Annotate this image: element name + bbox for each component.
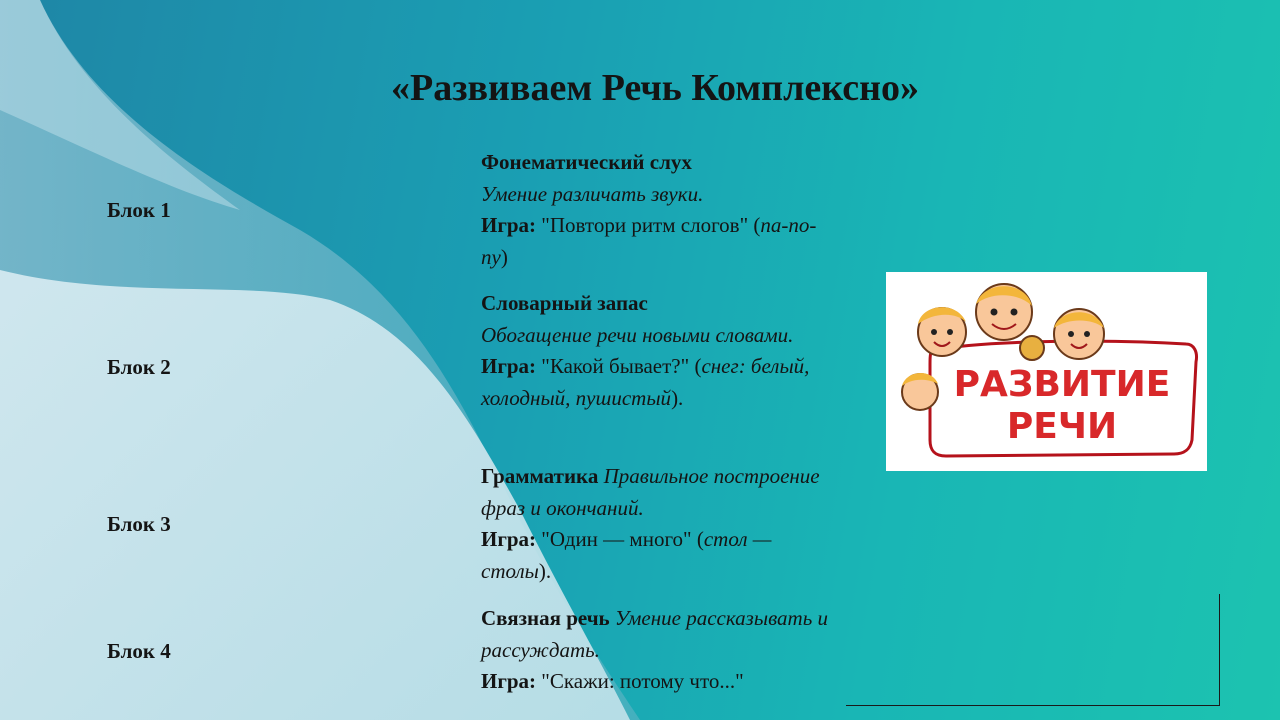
block-2-content	[481, 288, 841, 414]
block-4-heading: Связная речь	[481, 606, 610, 630]
block-3-game-label: Игра:	[481, 527, 537, 551]
frame-line-horizontal	[846, 705, 1220, 706]
block-4-game-label: Игра:	[481, 669, 537, 693]
block-2-heading: Словарный запас	[481, 291, 648, 315]
block-2-description: Обогащение речи новыми словами.	[481, 322, 794, 347]
block-3-example: стол — столы	[481, 527, 772, 583]
block-3-description: Правильное построение фраз и окончаний.	[481, 464, 820, 520]
block-3-label: Блок 3	[107, 512, 171, 536]
block-3-heading: Грамматика	[481, 464, 599, 488]
block-1-heading: Фонематический слух	[481, 150, 692, 174]
sign-text-line1: РАЗВИТИЕ	[953, 364, 1171, 405]
block-1-label: Блок 1	[107, 198, 171, 222]
block-1-description: Умение различать звуки.	[481, 181, 704, 206]
block-4-label: Блок 4	[107, 639, 171, 663]
block-2-example: снег: белый, холодный, пушистый	[481, 354, 810, 410]
kids-sign-icon	[886, 272, 1207, 471]
slide-title: «Развиваем Речь Комплексно»	[391, 67, 919, 109]
block-1-example: па-по-пу	[481, 213, 817, 269]
block-1-content	[481, 147, 841, 273]
block-2-game-text: "Какой бывает?" (	[536, 354, 702, 378]
frame-line-vertical	[1219, 594, 1220, 706]
speech-development-illustration	[886, 272, 1207, 471]
block-2-game-label: Игра:	[481, 354, 537, 378]
sign-text-line2: РЕЧИ	[1006, 406, 1118, 447]
block-4-description: Умение рассказывать и рассуждать.	[481, 606, 829, 662]
block-1-game-label: Игра:	[481, 213, 537, 237]
block-2-closing: ).	[671, 385, 684, 410]
block-1-closing: )	[500, 244, 508, 269]
block-2-label: Блок 2	[107, 355, 171, 379]
block-4-content	[481, 603, 841, 698]
block-1-game-text: "Повтори ритм слогов" (	[536, 213, 761, 237]
block-3-game-text: "Один — много" (	[536, 527, 704, 551]
block-3-closing: ).	[538, 558, 552, 583]
block-3-content	[481, 461, 841, 587]
block-4-game-text: "Скажи: потому что..."	[536, 669, 744, 693]
